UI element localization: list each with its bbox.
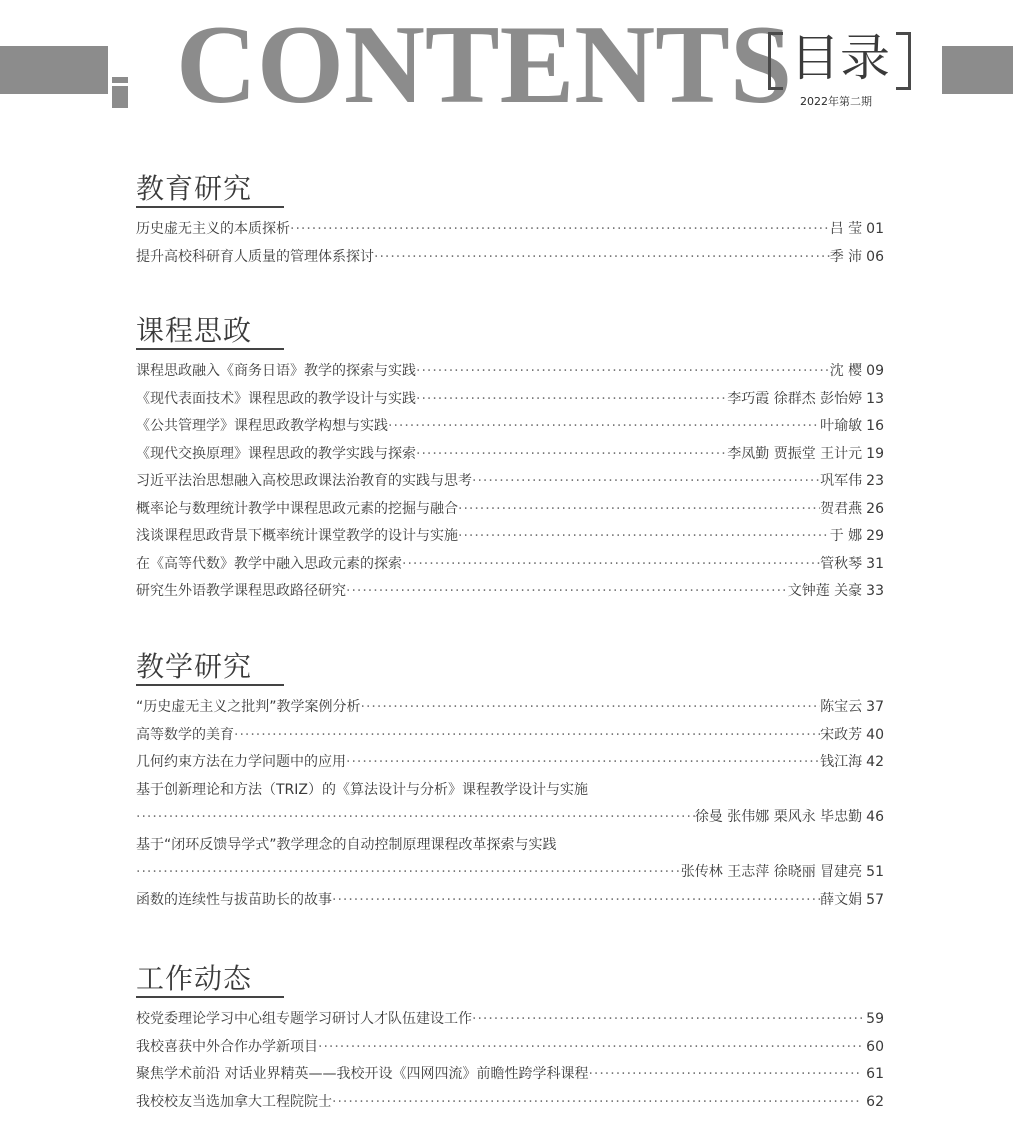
leader-dots <box>416 391 727 407</box>
entry-author: 管秋琴 <box>820 555 863 572</box>
entry-page: 57 <box>866 891 884 908</box>
toc-entry[interactable] <box>136 1091 884 1119</box>
toc-entry-title-line[interactable] <box>136 834 884 862</box>
toc-entry[interactable] <box>136 1036 884 1064</box>
entry-title: 习近平法治思想融入高校思政课法治教育的实践与思考 <box>136 473 472 489</box>
entry-title: 概率论与数理统计教学中课程思政元素的挖掘与融合 <box>136 500 458 517</box>
section-underline <box>136 996 284 998</box>
section-title: 教学研究 <box>136 650 253 683</box>
entry-page: 42 <box>866 754 884 770</box>
section-title: 课程思政 <box>136 314 253 347</box>
entry-page: 19 <box>866 445 884 462</box>
leader-dots <box>458 528 830 544</box>
entry-page: 37 <box>866 699 884 715</box>
entry-page: 40 <box>866 726 884 743</box>
entry-author: 季 沛 <box>829 248 863 265</box>
section-title: 教育研究 <box>136 172 253 205</box>
section-header <box>136 958 884 998</box>
leader-dots <box>346 583 788 599</box>
leader-dots <box>402 556 820 572</box>
section-underline <box>136 206 284 208</box>
toc-entry-title-line[interactable] <box>136 779 884 807</box>
contents-heading: CONTENTS <box>176 3 793 127</box>
entry-page: 13 <box>866 390 884 407</box>
entry-title: 浅谈课程思政背景下概率统计课堂教学的设计与实施 <box>136 528 458 544</box>
entry-page: 23 <box>866 473 884 489</box>
leader-dots <box>472 473 820 489</box>
entry-title: 我校校友当选加拿大工程院院士 <box>136 1093 332 1110</box>
entry-author: 贺君燕 <box>820 500 863 517</box>
header-decor-square-large <box>112 86 128 108</box>
toc-entry-author-line[interactable] <box>136 806 884 834</box>
section-work-news <box>136 958 884 1118</box>
bracket-left <box>768 32 783 90</box>
entry-title: 基于创新理论和方法（TRIZ）的《算法设计与分析》课程教学设计与实施 <box>136 781 588 798</box>
toc-entry-author-line[interactable] <box>136 861 884 889</box>
entry-author: 李巧霞 徐群杰 彭怡婷 <box>727 390 863 407</box>
leader-dots <box>136 864 681 880</box>
issue-label: 2022年第二期 <box>800 95 872 108</box>
toc-entry[interactable] <box>136 360 884 388</box>
entry-title: 研究生外语教学课程思政路径研究 <box>136 583 346 599</box>
entry-author: 宋政芳 <box>820 726 863 743</box>
toc-entry[interactable] <box>136 498 884 526</box>
leader-dots <box>332 892 820 908</box>
header-bar-left <box>0 46 108 94</box>
entry-title: 历史虚无主义的本质探析 <box>136 221 290 237</box>
section-title: 工作动态 <box>136 962 253 995</box>
entry-author: 巩军伟 <box>820 473 863 489</box>
entry-page: 61 <box>866 1066 884 1082</box>
toc-entry[interactable] <box>136 443 884 471</box>
entry-list <box>136 696 884 916</box>
leader-dots <box>234 727 820 743</box>
leader-dots <box>416 446 727 462</box>
toc-entry[interactable] <box>136 696 884 724</box>
entry-page: 16 <box>866 418 884 434</box>
entry-title: 基于“闭环反馈导学式”教学理念的自动控制原理课程改革探索与实践 <box>136 836 557 853</box>
entry-author: 李凤勤 贾振堂 王计元 <box>727 445 863 462</box>
entry-title: 《公共管理学》课程思政教学构想与实践 <box>136 418 388 434</box>
entry-page: 62 <box>866 1093 884 1110</box>
leader-dots <box>458 501 820 517</box>
leader-dots <box>332 1094 862 1110</box>
entry-page: 46 <box>866 809 884 825</box>
entry-author: 陈宝云 <box>820 699 863 715</box>
entry-title: 课程思政融入《商务日语》教学的探索与实践 <box>136 363 416 379</box>
section-header <box>136 646 884 686</box>
leader-dots <box>588 1066 862 1082</box>
entry-author: 张传林 王志萍 徐晓丽 冒建亮 <box>680 864 863 880</box>
entry-page: 26 <box>866 500 884 517</box>
toc-entry[interactable] <box>136 751 884 779</box>
entry-page: 59 <box>866 1011 884 1027</box>
entry-page: 60 <box>866 1038 884 1055</box>
entry-title: 几何约束方法在力学问题中的应用 <box>136 754 346 770</box>
entry-title: 我校喜获中外合作办学新项目 <box>136 1038 318 1055</box>
toc-entry[interactable] <box>136 889 884 917</box>
entry-title: 《现代交换原理》课程思政的教学实践与探索 <box>136 445 416 462</box>
entry-author: 叶瑜敏 <box>820 418 863 434</box>
entry-author: 于 娜 <box>829 528 863 544</box>
entry-author: 文钟莲 关豪 <box>787 583 863 599</box>
leader-dots <box>361 699 821 715</box>
entry-author: 吕 莹 <box>829 221 863 237</box>
leader-dots <box>136 809 695 825</box>
entry-title: 校党委理论学习中心组专题学习研讨人才队伍建设工作 <box>136 1011 472 1027</box>
toc-entry[interactable] <box>136 246 884 274</box>
toc-entry[interactable] <box>136 470 884 498</box>
section-underline <box>136 348 284 350</box>
bracket-right <box>896 32 911 90</box>
entry-author: 徐曼 张伟娜 栗风永 毕忠勤 <box>694 809 863 825</box>
entry-page: 06 <box>866 248 884 265</box>
toc-entry[interactable] <box>136 1063 884 1091</box>
entry-page: 33 <box>866 583 884 599</box>
leader-dots <box>416 363 830 379</box>
entry-title: 高等数学的美育 <box>136 726 234 743</box>
toc-entry[interactable] <box>136 415 884 443</box>
section-header <box>136 310 884 350</box>
leader-dots <box>318 1039 862 1055</box>
entry-author: 钱江海 <box>820 754 863 770</box>
toc-entry[interactable] <box>136 388 884 416</box>
toc-entry[interactable] <box>136 580 884 608</box>
entry-page: 51 <box>866 864 884 880</box>
section-teaching-research <box>136 646 884 916</box>
entry-list <box>136 1008 884 1118</box>
entry-page: 09 <box>866 363 884 379</box>
leader-dots <box>290 221 830 237</box>
entry-page: 29 <box>866 528 884 544</box>
entry-author: 薛文娟 <box>820 891 863 908</box>
catalog-heading: 目录 <box>790 29 890 87</box>
header-bar-right <box>942 46 1013 94</box>
entry-title: 聚焦学术前沿 对话业界精英——我校开设《四网四流》前瞻性跨学科课程 <box>136 1066 589 1082</box>
leader-dots <box>388 418 820 434</box>
toc-entry[interactable] <box>136 1008 884 1036</box>
entry-list <box>136 360 884 608</box>
leader-dots <box>346 754 820 770</box>
entry-list <box>136 218 884 273</box>
entry-page: 01 <box>866 221 884 237</box>
entry-title: 函数的连续性与拔苗助长的故事 <box>136 891 332 908</box>
header-decor-square-small <box>112 77 128 83</box>
section-header <box>136 168 884 208</box>
entry-title: 《现代表面技术》课程思政的教学设计与实践 <box>136 390 416 407</box>
toc-entry[interactable] <box>136 218 884 246</box>
toc-entry[interactable] <box>136 724 884 752</box>
leader-dots <box>472 1011 862 1027</box>
section-education-research <box>136 168 884 273</box>
entry-title: “历史虚无主义之批判”教学案例分析 <box>136 699 361 715</box>
toc-entry[interactable] <box>136 553 884 581</box>
entry-title: 在《高等代数》教学中融入思政元素的探索 <box>136 555 402 572</box>
section-course-ideology <box>136 310 884 608</box>
entry-author: 沈 樱 <box>829 363 863 379</box>
entry-title: 提升高校科研育人质量的管理体系探讨 <box>136 248 374 265</box>
leader-dots <box>374 249 830 265</box>
section-underline <box>136 684 284 686</box>
toc-entry[interactable] <box>136 525 884 553</box>
entry-page: 31 <box>866 555 884 572</box>
